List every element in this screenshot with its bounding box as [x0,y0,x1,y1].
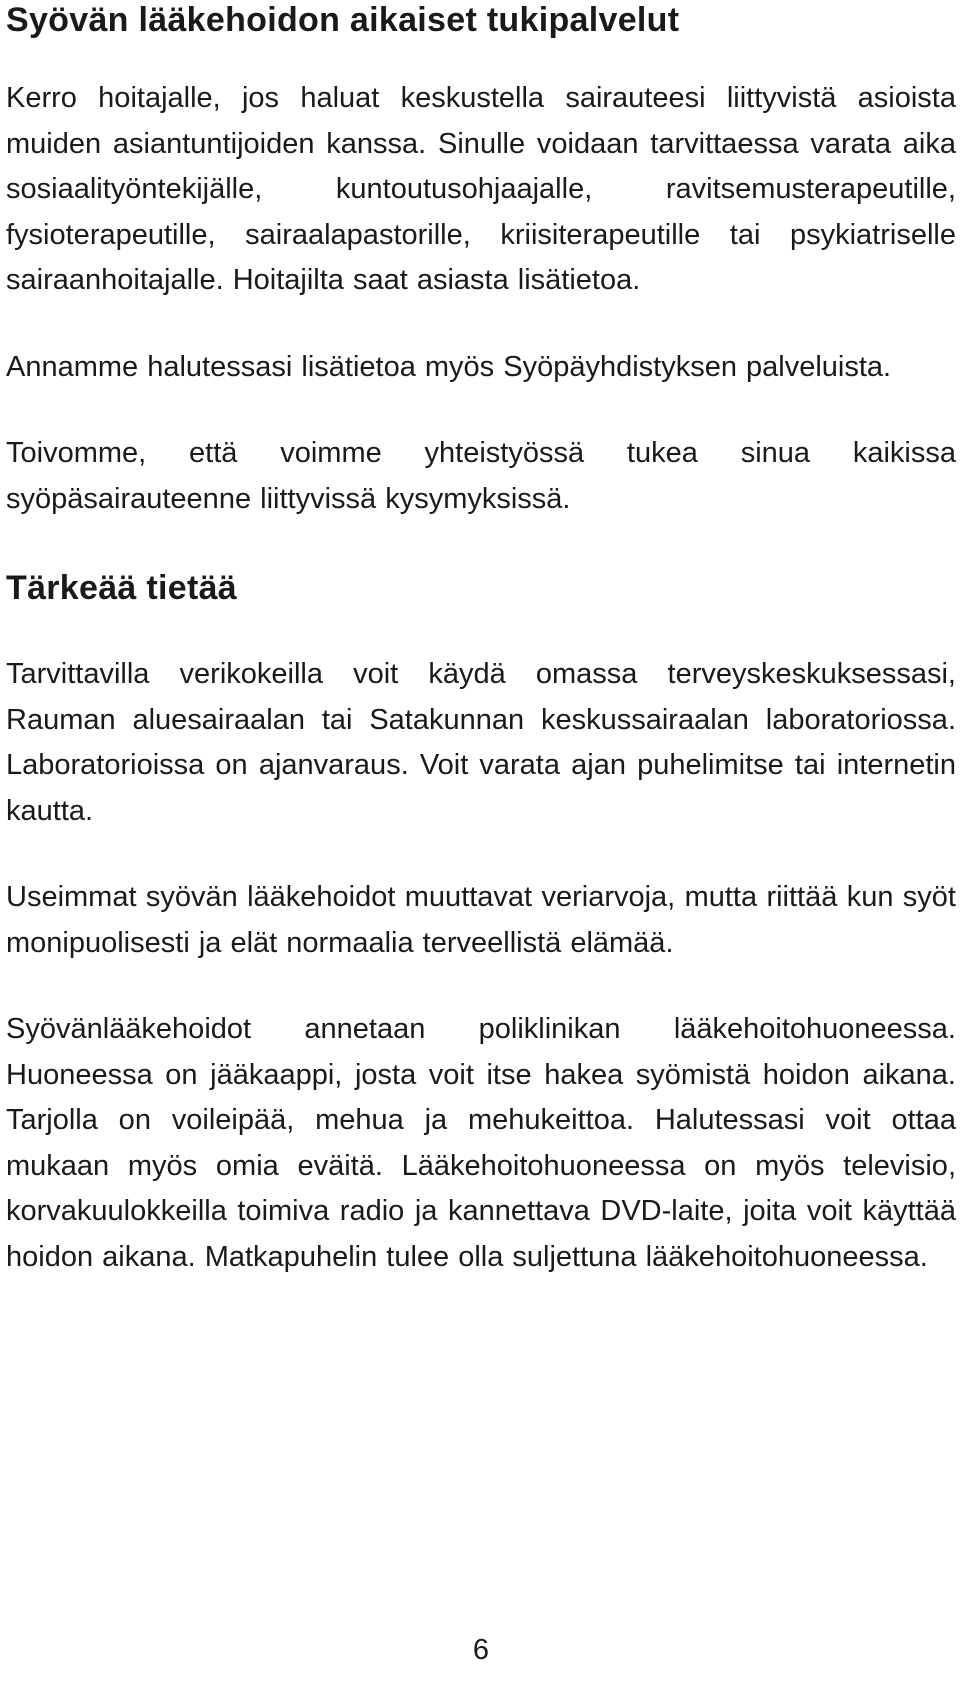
section-heading-important-info: Tärkeää tietää [6,569,238,607]
section-heading-support-services: Syövän lääkehoidon aikaiset tukipalvelut [6,1,680,39]
document-page [6,0,956,1686]
paragraph-cooperation: Toivomme, että voimme yhteistyössä tukea sinua kaikissa syöpäsairauteenne liittyvissä kysymyksissä. [6,437,956,515]
page-number: 6 [472,1634,490,1666]
paragraph-blood-values: Useimmat syövän lääkehoidot muuttavat veriarvoja, mutta riittää kun syöt monipuolisesti ja elät normaalia terveellistä elämää. [6,881,956,959]
paragraph-cancer-society: Annamme halutessasi lisätietoa myös Syöpäyhdistyksen palveluista. [6,350,892,383]
paragraph-blood-tests: Tarvittavilla verikokeilla voit käydä omassa terveyskeskuksessasi, Rauman aluesairaalan tai Satakunnan keskussairaalan laboratoriossa. Laboratorioissa on ajanvaraus. Voit varata ajan puhelimitse tai internetin kautta. [6,658,956,827]
paragraph-support-services: Kerro hoitajalle, jos haluat keskustella sairauteesi liittyvistä asioista muiden asiantuntijoiden kanssa. Sinulle voidaan tarvittaessa varata aika sosiaalityöntekijälle, kuntoutusohjaajalle, ravitsemusterapeutille, fysioterapeutille, sairaalapastorille, kriisiterapeutille tai psykiatriselle sairaanhoitajalle. Hoitajilta saat asiasta lisätietoa. [6,82,956,296]
paragraph-treatment-room: Syövänlääkehoidot annetaan poliklinikan lääkehoitohuoneessa. Huoneessa on jääkaappi, josta voit itse hakea syömistä hoidon aikana. Tarjolla on voileipää, mehua ja mehukeittoa. Halutessasi voit ottaa mukaan myös omia eväitä. Lääkehoitohuoneessa on myös televisio, korvakuulokkeilla toimiva radio ja kannettava DVD-laite, joita voit käyttää hoidon aikana. Matkapuhelin tulee olla suljettuna lääkehoitohuoneessa. [6,1013,956,1273]
